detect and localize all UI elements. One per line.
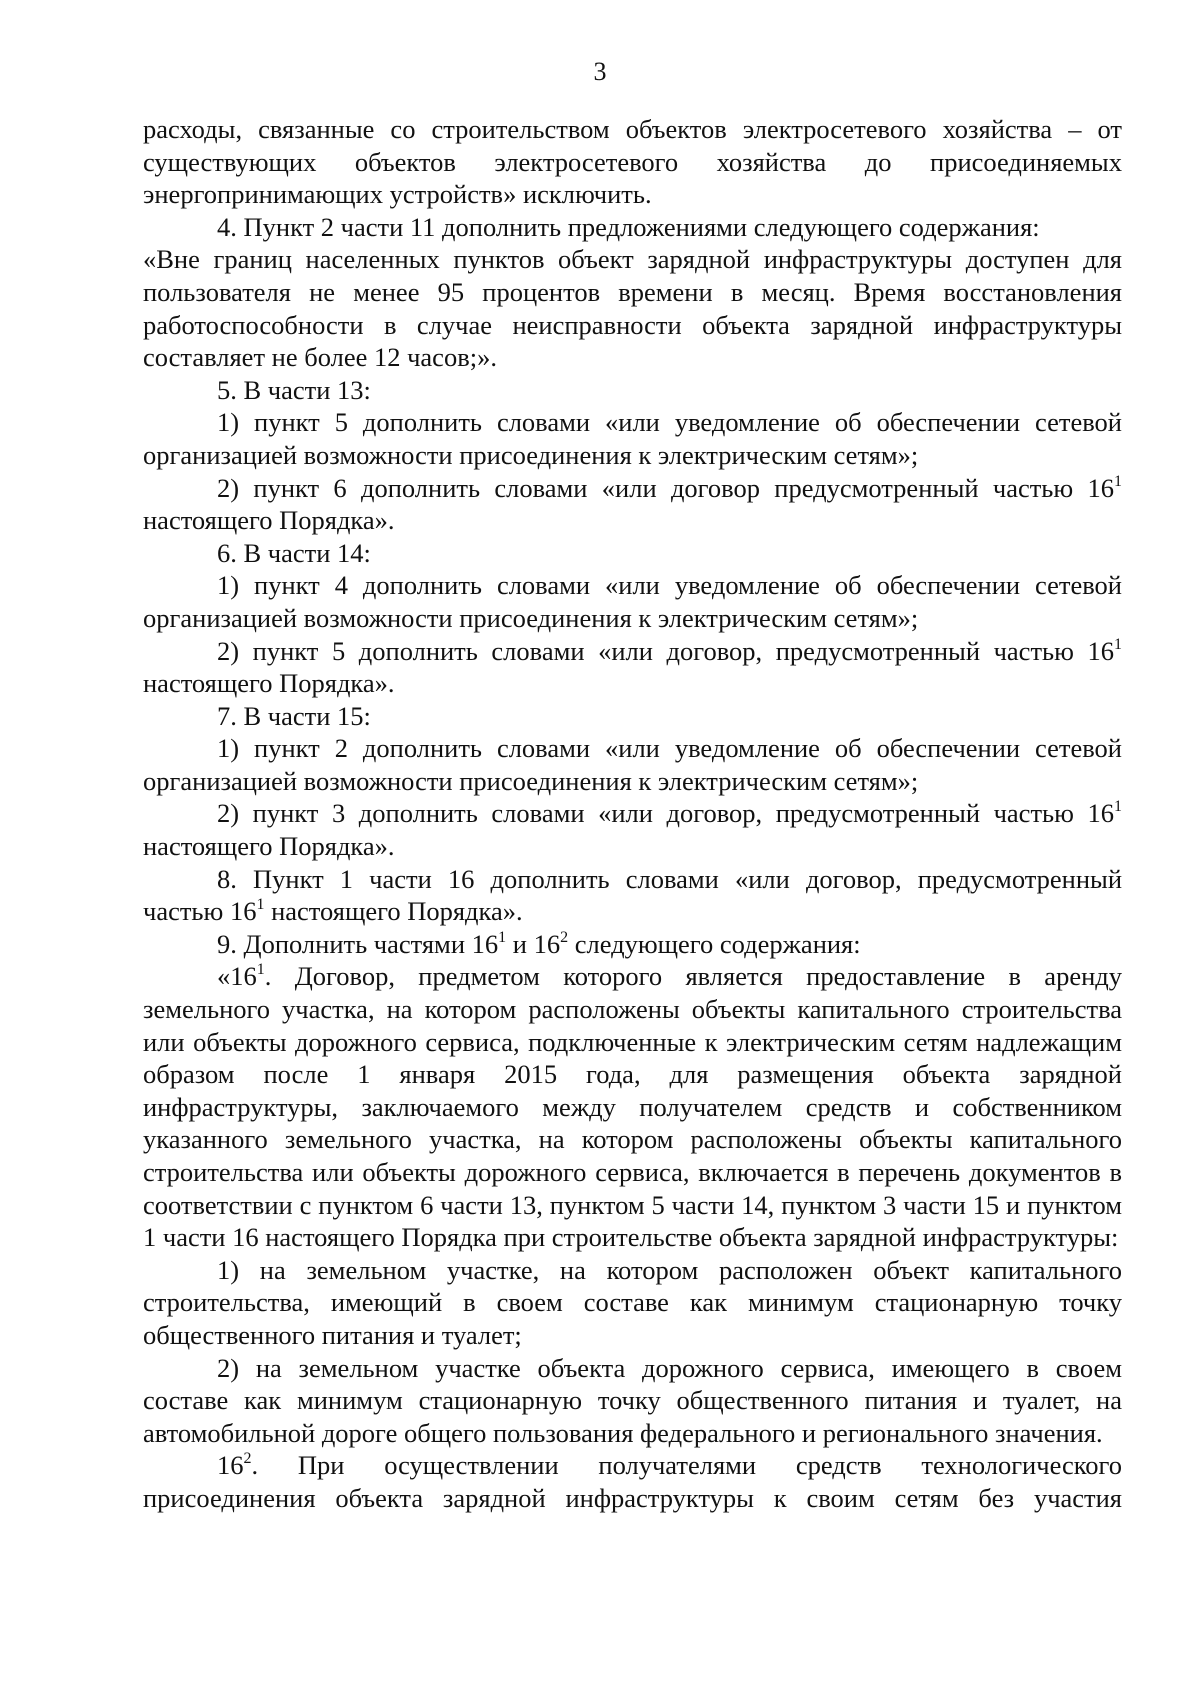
text-segment: настоящего Порядка». <box>143 831 395 862</box>
superscript: 2 <box>560 928 569 946</box>
text-segment: настоящего Порядка». <box>143 505 395 536</box>
paragraph-p11 <box>143 797 1122 862</box>
text-segment: настоящего Порядка». <box>264 896 523 927</box>
paragraph-p13 <box>143 928 1122 961</box>
text-segment: 16 <box>217 1450 244 1481</box>
text-segment: 8. Пункт 1 части 16 дополнить словами «или договор, предусмотренный частью 16 <box>143 863 1122 927</box>
paragraph-p16 <box>143 1352 1122 1450</box>
text-segment: 1) пункт 2 дополнить словами «или уведомление об обеспечении сетевой организацией возможности присоединения к электрическим сетям»; <box>143 733 1122 796</box>
text-segment: следующего содержания: <box>568 928 861 959</box>
superscript: 1 <box>256 961 265 979</box>
paragraph-p09 <box>143 700 1122 733</box>
text-segment: 1) пункт 4 дополнить словами «или уведомление об обеспечении сетевой организацией возможности присоединения к электрическим сетям»; <box>143 570 1122 633</box>
text-segment: 1) на земельном участке, на котором расположен объект капитального строительства, имеющий в своем составе как минимум стационарную точку общественного питания и туалет; <box>143 1254 1122 1350</box>
text-segment: расходы, связанные со строительством объектов электросетевого хозяйства – от существующих объектов электросетевого хозяйства до присоединяемых энергопринимающих устройств» исключить. <box>143 114 1122 210</box>
text-segment: 2) на земельном участке объекта дорожного сервиса, имеющего в своем составе как минимум стационарную точку общественного питания и туалет, на автомобильной дороге общего пользования федерального и регионального значения. <box>143 1352 1122 1448</box>
page-number: 3 <box>593 57 607 86</box>
text-segment: 7. В части 15: <box>217 700 371 731</box>
paragraph-p15 <box>143 1254 1122 1352</box>
text-segment: 2) пункт 3 дополнить словами «или договор, предусмотренный частью 16 <box>217 798 1114 829</box>
text-segment: . Договор, предметом которого является предоставление в аренду земельного участка, на котором расположены объекты капитального строительства или объекты дорожного сервиса, подключенные к электрическим сетям надлежащим образом после 1 января 2015 года, для размещения объекта зарядной инфраструктуры, заключаемого между получателем средств и собственником указанного земельного участка, на котором расположены объекты капитального строительства или объекты дорожного сервиса, включается в перечень документов в соответствии с пунктом 6 части 13, пунктом 5 части 14, пунктом 3 части 15 и пунктом 1 части 16 настоящего Порядка при строительстве объекта зарядной инфраструктуры: <box>143 961 1122 1253</box>
superscript: 2 <box>243 1450 252 1468</box>
paragraph-p10 <box>143 732 1122 797</box>
paragraph-p06 <box>143 537 1122 570</box>
superscript: 1 <box>1114 635 1122 653</box>
paragraph-p02 <box>143 243 1122 373</box>
text-segment: настоящего Порядка». <box>143 668 395 699</box>
paragraph-p14 <box>143 960 1122 1253</box>
paragraph-p17 <box>143 1449 1122 1514</box>
text-segment: «Вне границ населенных пунктов объект зарядной инфраструктуры доступен для пользователя не менее 95 процентов времени в месяц. Время восстановления работоспособности в случае неисправности объекта зарядной инфраструктуры составляет не более 12 часов;». <box>143 244 1122 373</box>
text-segment: 4. Пункт 2 части 11 дополнить предложениями следующего содержания: <box>217 211 1040 242</box>
superscript: 1 <box>498 928 507 946</box>
superscript: 1 <box>1114 798 1122 816</box>
paragraph-p00 <box>143 113 1122 211</box>
paragraph-p01 <box>143 211 1122 244</box>
text-segment: «16 <box>217 961 257 992</box>
paragraph-p04 <box>143 406 1122 471</box>
text-segment: 9. Дополнить частями 16 <box>217 928 499 959</box>
paragraph-p05 <box>143 472 1122 537</box>
paragraph-p12 <box>143 863 1122 928</box>
text-segment: 1) пункт 5 дополнить словами «или уведомление об обеспечении сетевой организацией возможности присоединения к электрическим сетям»; <box>143 407 1122 470</box>
paragraph-p03 <box>143 374 1122 407</box>
paragraph-p08 <box>143 635 1122 700</box>
text-segment: 6. В части 14: <box>217 537 371 568</box>
text-segment: 2) пункт 5 дополнить словами «или договор, предусмотренный частью 16 <box>217 635 1114 666</box>
text-segment: . При осуществлении получателями средств технологического присоединения объекта зарядной инфраструктуры к своим сетям без участия <box>143 1450 1122 1513</box>
text-segment: и 16 <box>506 928 561 959</box>
paragraph-p07 <box>143 569 1122 634</box>
superscript: 1 <box>1114 472 1122 490</box>
superscript: 1 <box>256 896 265 914</box>
text-segment: 2) пункт 6 дополнить словами «или договор предусмотренный частью 16 <box>217 472 1114 503</box>
document-body <box>143 113 1122 1515</box>
text-segment: 5. В части 13: <box>217 374 371 405</box>
